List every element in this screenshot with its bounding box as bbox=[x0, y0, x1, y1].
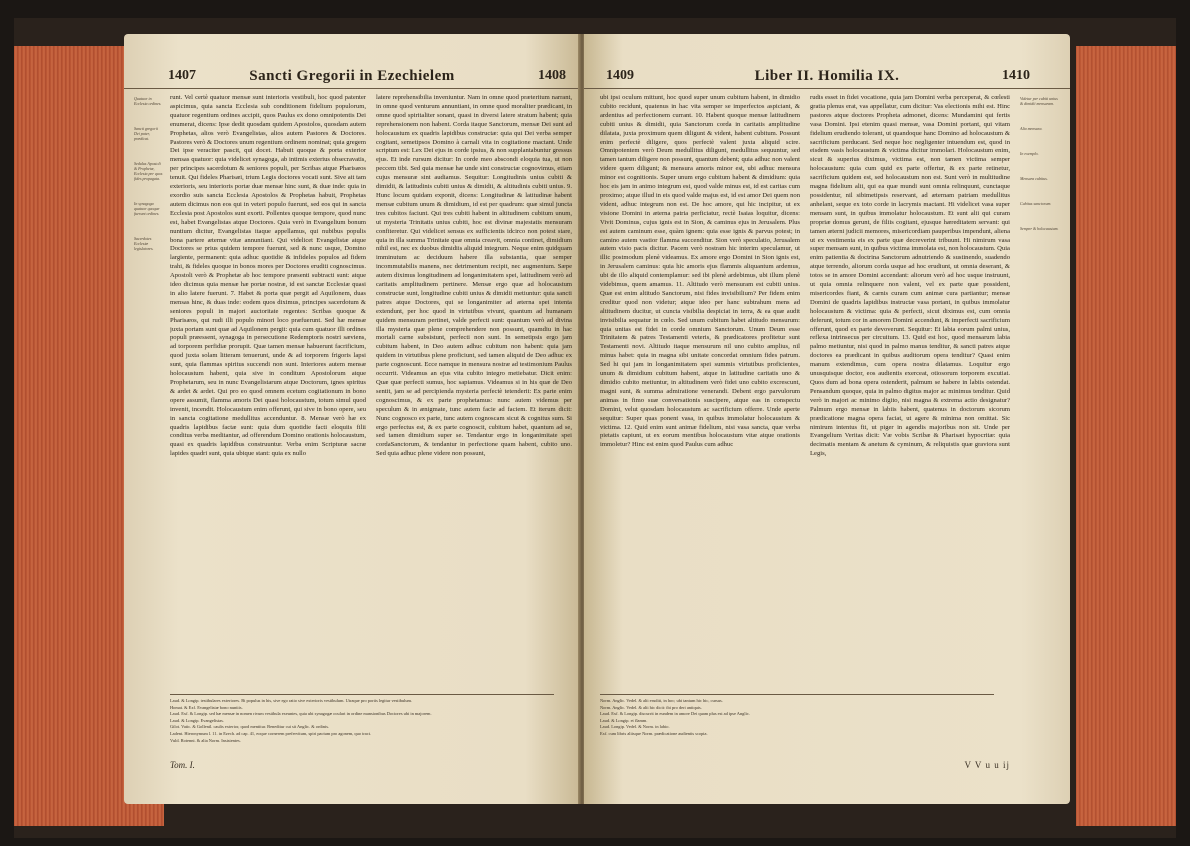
left-footnotes bbox=[170, 694, 570, 756]
footnote: Laud. & Longip. et flamm. bbox=[600, 717, 648, 723]
body-text: latere reprehensibilia inveniuntur. Nam in omne quod præteritum narrant, in omne quod venturum annuntiant, in omne quod moraliter prædicant, in omne quod spiritaliter sonant, quasi in diversi latere stratum habent; quia reprehensionem non habent. Corda itaque Sanctorum, mensæ Dei sunt ad holocaustum ex quadris lapidibus constructæ: quia qui Dei verba semper cogitant, semetipsos Domino à carnali vita in cogitatione mactant. Unde scriptum est: Lex Dei ejus in corde ipsius, & non supplantabuntur gressus ejus. Et inde rursum dicitur: In corde meo abscondi eloquia tua, ut non peccem tibi. Sed quia mensæ hæ unde sint constructæ cognovimus, etiam cujus mensuræ sint audiamus. Sequitur: Longitudinis unius cubiti & dimidii, & latitudinis cubiti unius & dimidii, & altitudinis cubiti unius. 9. Hunc locum quidam exponit, dicens: Longitudinæ & latitudinæ habent mensæ cubitum unum & dimidium, id est per quadrum: quæ simul juncta tres cubitos faciunt. Qui tres cubiti habent in altitudinem cubitum unum, ut mysteria Trinitatis unius cubiti, hoc est divinæ majestatis mensuram confiteretur. Qui videlicet sensus ex sufficientis idcirco non potest stare, quia in illa summa Trinitate quæ omnia creavit, omnia continet, dimidium nihil est, nec ex duobus dimidiis aliquid integrum. Neque enim quidquam imminutum ac deciduum habere illa substantia, quæ semper incommutabilis manens, nec detrimentum recipit, nec augmentum. Sæpe autem diximus longitudinem ad longanimitatem spei, latitudinem verò ad caritatis amplitudinem pertinere. Mensæ ergo quæ ad holocaustum constructæ sunt, longitudine cubiti unius & dimidii metiuntur: quia sancti patres atque Doctores, qui se longanimiter ad æterna spei intenta extendunt, per hoc quod in virtutibus vivunt, quantum ad humanam quidem mensuram pertinet, valde perfecti sunt: quantum verò ad divina illa mysteria quæ plene comprehendere non possunt, quamdiu in hac mortali carne subsistunt, perfecti non sunt. In semetipsis ergo jam cubitum habent, in Deo autem adhuc cubitum non habent: quia jam quidem in virtutibus plene proficiunt, sed tamen aliquid de Deo adhuc ex parte cognoscunt. Ecce namque in mensura nostræ ad testimonium Paulus occurrit. Videamus an ejus vita cubito integro metiebatur. Dicit enim: Quæ quæ perfecti sumus, hoc sapiamus. Videamus si in his quæ de Deo sentit, jam se ad percipienda mysteria perfectè tetenderit: Ex parte enim cognoscimus, & ex parte prophetamus: nunc autem videmus per speculum & in ænigmate, tunc autem facie ad faciem. Et iterum dicit: Nunc cognosco ex parte, tunc autem cognoscam sicut & cognitus sum. Si ergo perfectus est, & ex parte cognoscit, cubitum habet, quantum ad se, sed tamen dimidium super se. Tendantur ergo in longanimitate spei cordaSanctorum, & tendantur in perfectione quam habent, cubito uno. Sed quia adhuc plene videre non possunt, bbox=[376, 94, 572, 458]
footnote: Exf. cum libris aliisque Norm. prædicatione audientis scopia. bbox=[600, 730, 708, 736]
body-text: rudis esset in fidei vocatione, quia jam Domini verba perceperat, & cœlesti gratia plenus erat, vas appellatur, cum dicitur: Vas electionis mihi est. Hinc pastores atque doctores Propheta admonet, dicens: Mundamini qui fertis vasa Domini. Ipsi etenim quasi mensæ, vasa Domini portant, qui vitam fidelium erudiendo tolerant, ut quandoque hanc Domino ad holocaustum & sacrificium perducant. Sed neque hoc negligenter intuendum est, quod in eisdem vasis holocaustum & victima dicitur immolari. Holocaustum enim, sicut & superius diximus, victima est, non tamen victima semper holocaustum: quia cum quid ex parte offertur, & ex parte retinetur, sacrificium quidem est, sed holocaustum non est. Sunt verò in multitudine magna fidelium alii, qui ea quæ mundi sunt omnia relinquunt, cunctaque possidentur, nil sibimetipsis reservant, ad æternam patriam medullitus anhelant, seque ex toto corde in lacrymis mactant. Hi videlicet vasa super mensam sunt, in quibus immolatur holocaustum. Et sunt alii qui curam propriæ domus gerunt, de filiis cogitant, ejusque hæreditatem servant: qui tamen æterni judicii memores, misericordiam pauperibus impendunt, aliena ut ex vestimenta eis ex parte quæ decreverint tribuunt. Hi nimirum vasa super mensam sunt, in quibus victima immolata est, non holocaustum. Quia enim patientia & doctrina Sanctorum adnutriendo & sustinendo, suadendo atque terrendo, aliorum corda usque ad hoc erudiunt, ut omnia deserant, & totos se in amore Domini accendant: aliorum verò ad hoc usque instruunt, ut quia omnia relinquere non valent, vel ex parte quæ possident, misericordes fiant, & carnis curam cum animæ cura partiantur; mensæ Domini de quadris lapidibus instructæ vasa portant, in quibus immolatur holocaustum & victima: quia & perfecti, sicut diximus est, cum omnia deferunt, totum cor in amorem Domini accendunt, & imperfecti sacrificium offerunt, quod ex parte devoverunt. Sequitur: Et labia eorum palmi unius, reflexa intrinsecus per circuitum. 13. Quid est hoc, quod mensarum labia palmo metiuntur, nisi quod in palmo manus tenditur, & sancti patres atque doctores ea prædicant in quibus auditorum opera tenditur? Quasi enim manum extendimus, cum opera nostra dilatamus. Loquitur ergo unusquisque doctor, eos audientis exerceat, otiosorum torporem excutiat. Quos dum ad bona opera ostenderit, palmum se habere in labiis ostendat. Pensandum quoque, quia in palmo digitus major ac minimus tenditur. Quid verò in majori ac minimo digito, nisi magna & extrema actio designatur? Palmum ergo mensæ in labiis habent, quatenus in doctorum sicorum prædicatione magna opera faciat, ut agere & minima non omittat. Sic nimirum intentus fit, ut piger in agendis majoribus non sit. Unde per Evangelium Veritas dicit: Væ vobis Scribæ & Pharisæi hypocritæ: quia decimatis mentam & anetum & cyminum, & reliquistis quæ graviora sunt Legis, bbox=[810, 94, 1010, 458]
footnote: Norm. Anglic. Vedel. & alii eruditi, in hoc; ubi tantum hic hic, cursus. bbox=[600, 698, 723, 703]
margin-note: Cubitus sanctorum. bbox=[1020, 201, 1052, 206]
left-running-header bbox=[124, 68, 580, 89]
right-margin-notes bbox=[1020, 96, 1060, 251]
footnote-rule bbox=[600, 694, 994, 695]
margin-note: In exemplo. bbox=[1020, 151, 1039, 156]
margin-note: Videtur per cubiti unius & dimidii mensuram. bbox=[1020, 96, 1058, 106]
right-column-2 bbox=[810, 94, 1010, 686]
body-text: runt. Vel certè quatuor mensæ sunt interioris vestibuli, hoc quod patenter aspicimus, quia sancta Ecclesia sub conditionem fidelium populorum, quatuor regentium ordines accipit, quos Paulus ex dono omnipotentis Dei enumerat, dicens: Ipse dedit quosdam quidem Apostolos, quosdam autem Prophetas, alios verò Evangelistas, alios autem Pastores & Doctores. Pastores verò & Doctores unum regentium ordinem nominat; quia gregem Dei ipse veraciter pascit, qui docet. Habuit quoque & porta exterior mensas quatuor: quia videlicet synagoga, ab intimis exterius obsecravatis, per principes sacerdotum & seniores populi, per Scribas atque Pharisæos tenuit. Qui fideles Pharisæi, trium Legis doctores vocati sunt. Sive ait tam exterioris, seu interioris portæ duæ mensæ hinc sunt, & duæ inde: quia in exordio suis sancta Ecclesia Apostolos & Prophetas habuit, Prophetas autem dicimus non eos qui in veteri populo fuerunt, sed eos qui in sancta Ecclesia post Apostolos sunt exorti. Pollentes quoque tempore, quod nunc est, habet Evangelistas atque Doctores. Quia verò in Evangelium bonum nuntium dicitur, Evangelistas itaque appellamus, qui nubibus populis bona partere æternæ vitæ annuntiant. Qui videlicet Evangelistæ atque Doctores se prius quidem tempore fuerunt, sed & nunc usque, Domino largiente, permanent: quia adhuc quotidie & infideles populos ad fidem trahi, & fideles quoque in bonos mores per Doctores eruditi cognoscimus. Apostoli verò & Prophetæ ab hoc tempore præsenti subtracti sunt: atque ideo dicimus quia mensæ hæ portæ nostræ, id est sanctæ Ecclesiæ quasi in alio latere fuerunt. 7. Habet & porta quæ pergit ad Aquilonem, duas mensas hinc, & duas inde: eodem quos diximus, principes sacerdotum & seniores populi in majori auctoritate regentes: Scribas quoque & Pharisæos, qui rudi illi populo minori loco præfuerunt. Sed hæ mensæ juxta portam sunt quæ ad Aquilonem pergit: quia cum quatuor illi ordines populi præessent, synagoga in persecutione Redemptoris nostri sæviens, ad torporem perfidiæ prorupit. Quæ tamen mensæ habuerunt facrificium, quod juxta solam litteram tenuerunt, unde & ad torporem frigoris lapsi sunt, quia flammas spiritus succendi non sunt. Interiores autem mensæ holocaustum habent, quia sive in conditum Apostolorum atque Prophetarum, seu in nunc Evangelistarum atque Doctorum, ignes spiritus & ardet & ardet. Qui pro eo quod omnem ecetum cogitationum in bono opere assumit, flamma amoris Dei quasi holocaustum, totum simul quod invenit, incendit. Holocaustum enim offerunt, qui sive in bono opere, seu in sancta cogitatione medullitus accenduntur. 8. Mensæ verò hæ ex quadris lapidibus factæ sunt: quia dum quotidie facti eloquiis filii conditus verba meditantur, ad offerendum Domino orationis holocaustum, quasi ex quadris lapidibus construuntur. Verba enim Scripturæ sacræ lapides quadri sunt, quia ubique stant: quia ex nullo bbox=[170, 94, 366, 458]
left-signature: Tom. I. bbox=[170, 760, 195, 770]
margin-note: Quatuor in Ecclesia ordines. bbox=[134, 96, 162, 106]
footnote: Laud. & Longip. Evangelistas. bbox=[170, 717, 224, 723]
right-column-1 bbox=[600, 94, 800, 686]
footnote: Vuld. Rotenni. & alia Norm. Insistentes. bbox=[170, 737, 241, 743]
margin-note: In synagoga quatuor quoque fuerunt ordines. bbox=[134, 201, 160, 216]
right-signature: V V u u ij bbox=[964, 760, 1010, 770]
left-page-number-a: 1407 bbox=[168, 68, 196, 83]
footnote: Ladent. Hieronymum l. 11. in Ezech. ad cap. 41, eoque cornerem prefervitum, spiri pactum pro agonem, quo tract. bbox=[170, 730, 372, 736]
page-edges-right bbox=[1076, 46, 1176, 826]
left-margin-notes bbox=[134, 96, 164, 271]
margin-note: Semper & holocaustum. bbox=[1020, 226, 1059, 231]
footnote: Norm. Anglic. Vedel. & alii hic dicit: ibi pro deri antiquis. bbox=[600, 704, 702, 710]
margin-note: Sancti gregorii Dei pater, prædicat. bbox=[134, 126, 158, 141]
footnote: Laud. & Longip. testibulares exteriores. Bi populus in his, sive ego ratio sive exterioris vestibulum. Utraque pro portis legitur vestibulum. bbox=[170, 698, 413, 703]
margin-note: Sedulus Apostoli & Prophetæ, Ecclesia per quos fides propagata. bbox=[134, 161, 163, 181]
footnote-rule bbox=[170, 694, 554, 695]
left-column-1 bbox=[170, 94, 366, 686]
right-running-title: Liber II. Homilia IX. bbox=[754, 68, 900, 84]
left-page bbox=[124, 34, 580, 804]
margin-note: Mensura cubitus. bbox=[1020, 176, 1048, 181]
left-running-title: Sancti Gregorii in Ezechielem bbox=[249, 68, 455, 84]
footnote: Laud. Exf. & Longip. discurrit in eundem in amore Dei quam plus est ad ipse Anglic. bbox=[600, 711, 750, 717]
body-text: ubi ipsi oculum mittunt, hoc quod super unum cubitum habent, in dimidio cubito recidunt, quatenus in hac vita semper se imperfectos aspiciant, & ardentius ad perfectionem currant. 10. Habent quoque mensæ latitudinem cubiti unius & dimidii, quia Sanctorum corda in caritatis amplitudine dilatata, juxta proximum quem diligunt & vident, habent cubitum. Possunt enim perfectè diligere, quos perfectè valent juxta aliquid scire. Omnipotentem verò Deum medullitus diligunt, medullitus sequuntur, sed tamen tantum diligere non possunt, quantum debent; quia adhuc non valent videre quem diligunt; & mensura amoris minor est, ubi adhuc mensura minor est cognitionis. Super unum ergo cubitum habent & dimidium: quia hoc eis jam in animo integrum est, quod valde minus est, id est caritas cum proximo; atque illud in eis quod valde majus est, id est amor Dei quem non vident, adhuc integrum non est. De hoc amore, qui hic incipitur, ut ex visione Domini in æterna patria perficiatur, rectè Isaias loquitur, dicens: Vivit Dominus, cujus ignis est in Sion, & caminus ejus in Jerusalem. Plus est autem caminum esse, quàm ignem: quia esse ignis & parvus potest; in camino autem vastior flamma succenditur. Sion verò speculatio, Jerusalem autem visio pacis dicitur. Pacem verò nostram hic interim speculamur, ut illic postmodum plenè videamus. Ex amore ergo Domini in Sion ignis est, in Jerusalem caminus: quia hic amoris ejus flammis aliquantum ardemus, ubi de illo aliquid contemplamur: sed ibi plenè ardebimus, ubi illum plenè videbimus, quem amamus. 11. Altitudo verò mensuram est cubiti unius. Quæ est enim altitudo Sanctorum, nisi fides invisibilium? Per fidem enim creditur quod non videtur; atque ideo per hanc subtrahum mens ad altitudinem ducitur, ut cuncta visibilia despiciat in terra, & ea quæ audit invisibilia sequatur in cœlo. Sed unum cubitum habet altitudo mensurum: quia unitas est fidei in corde omnium Sanctorum. Unum Deum esse Trinitatem & patres Testamenti veteris, & prædicatores profitetur sunt Testamenti novi. Altitudo itaque mensurum nil uno cubito amplius, nil minus habet: quia in magna sibi unitate concordat omnium fides patrum. Sed hi qui jam in longanimitatem spei summis virtutibus proficientes, unum & dimidium cubitum habent, atque in latitudine caritatis uno & dimidio cubito metiuntur, in altitudinem verò fidei uno cubito excrescunt, magni sunt, & summa admiratione venerandi. Debent ergo parvulorum animas in fimo suæ conversationis suscipere, atque eas in conspectu Domini, velut quosdam holocaustum ac sacrificium offerre. Unde aperte sequitur: Super quas ponent vasa, in quibus immolatur holocaustum & victima. 12. Quid enim sunt animæ fidelium, nisi vasa sancta, quæ verba pietatis capiunt, ut ex eorum mentibus holocaustum vitæ atque orationis immoletur? Hinc est enim quod Paulus cum adhuc bbox=[600, 94, 800, 449]
footnote: Gilot. Vatic. & Gollenil. caulis exterior, quod mentitur. Beneditur cui sit Anglic. & ordinis. bbox=[170, 724, 330, 730]
footnote: Laud. Exf. & Longip. sed hæ mensæ in nomen rivum vestibula exeuntes, quia ubi synagogæ oculari in ordine mansionibus Doctores ubi in majorem. bbox=[170, 711, 432, 717]
margin-note: Alia mensura. bbox=[1020, 126, 1043, 131]
footnote: Laud. Longip. Vedel. & Norm. in labio. bbox=[600, 724, 670, 730]
right-footnotes bbox=[600, 694, 1010, 756]
right-page bbox=[584, 34, 1070, 804]
margin-note: Sacerdotes Ecclesiæ legislatores. bbox=[134, 236, 154, 251]
left-column-2 bbox=[376, 94, 572, 686]
left-page-number-b: 1408 bbox=[538, 68, 566, 83]
footnote: Homat. & Exf. Evangelistæ bono nuntiis. bbox=[170, 704, 243, 710]
right-running-header bbox=[584, 68, 1070, 89]
right-page-number-a: 1409 bbox=[606, 68, 634, 83]
right-page-number-b: 1410 bbox=[1002, 68, 1030, 83]
